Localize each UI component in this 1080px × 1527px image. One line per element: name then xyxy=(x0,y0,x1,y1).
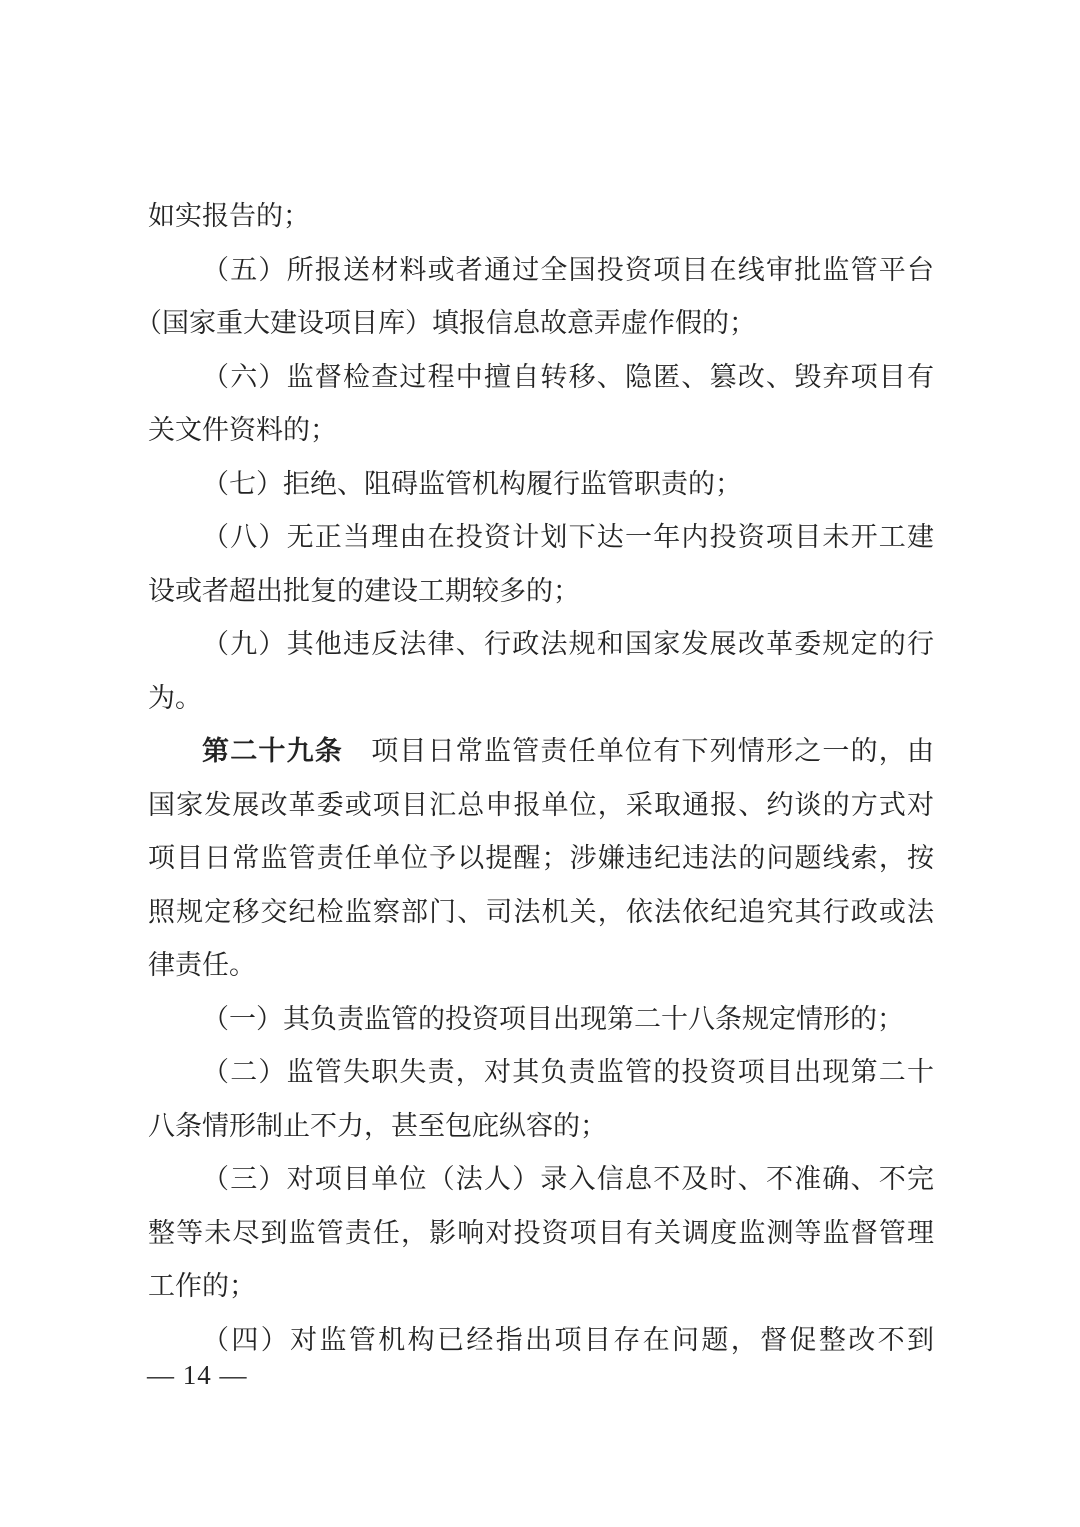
text-line: （七）拒绝、阻碍监管机构履行监管职责的； xyxy=(202,468,742,499)
text-line: 为。 xyxy=(148,682,202,713)
text-line: （国家重大建设项目库）填报信息故意弄虚作假的； xyxy=(135,308,756,338)
text-line: 照规定移交纪检监察部门、司法机关，依法依纪追究其行政或法 xyxy=(148,896,934,927)
document-body xyxy=(135,190,934,1367)
text-line: 设或者超出批复的建设工期较多的； xyxy=(148,575,580,606)
text-line: 国家发展改革委或项目汇总申报单位，采取通报、约谈的方式对 xyxy=(148,789,934,820)
text-line: （一）其负责监管的投资项目出现第二十八条规定情形的； xyxy=(202,1003,904,1034)
text-line: 整等未尽到监管责任，影响对投资项目有关调度监测等监督管理 xyxy=(148,1217,934,1248)
text-line: （五）所报送材料或者通过全国投资项目在线审批监管平台 xyxy=(202,254,934,285)
text-line: 律责任。 xyxy=(148,950,256,980)
text-line: 项目日常监管责任单位予以提醒；涉嫌违纪违法的问题线索，按 xyxy=(148,843,934,873)
text-line: 如实报告的； xyxy=(148,201,310,231)
text-line: 关文件资料的； xyxy=(148,415,337,445)
text-line: （四）对监管机构已经指出项目存在问题，督促整改不到 xyxy=(202,1324,934,1355)
text-line: 八条情形制止不力，甚至包庇纵容的； xyxy=(148,1110,607,1141)
text-line: 工作的； xyxy=(148,1271,256,1301)
text-line: 第二十九条 项目日常监管责任单位有下列情形之一的，由 xyxy=(202,736,934,766)
text-line: （九）其他违反法律、行政法规和国家发展改革委规定的行 xyxy=(202,629,934,659)
text-line: （二）监管失职失责，对其负责监管的投资项目出现第二十 xyxy=(202,1057,934,1087)
text-line: （八）无正当理由在投资计划下达一年内投资项目未开工建 xyxy=(202,522,934,552)
text-line: （三）对项目单位（法人）录入信息不及时、不准确、不完 xyxy=(202,1164,934,1194)
text-line: （六）监督检查过程中擅自转移、隐匿、篡改、毁弃项目有 xyxy=(202,361,934,392)
page-number: — 14 — xyxy=(147,1360,248,1390)
article-number: 第二十九条 xyxy=(202,736,343,766)
